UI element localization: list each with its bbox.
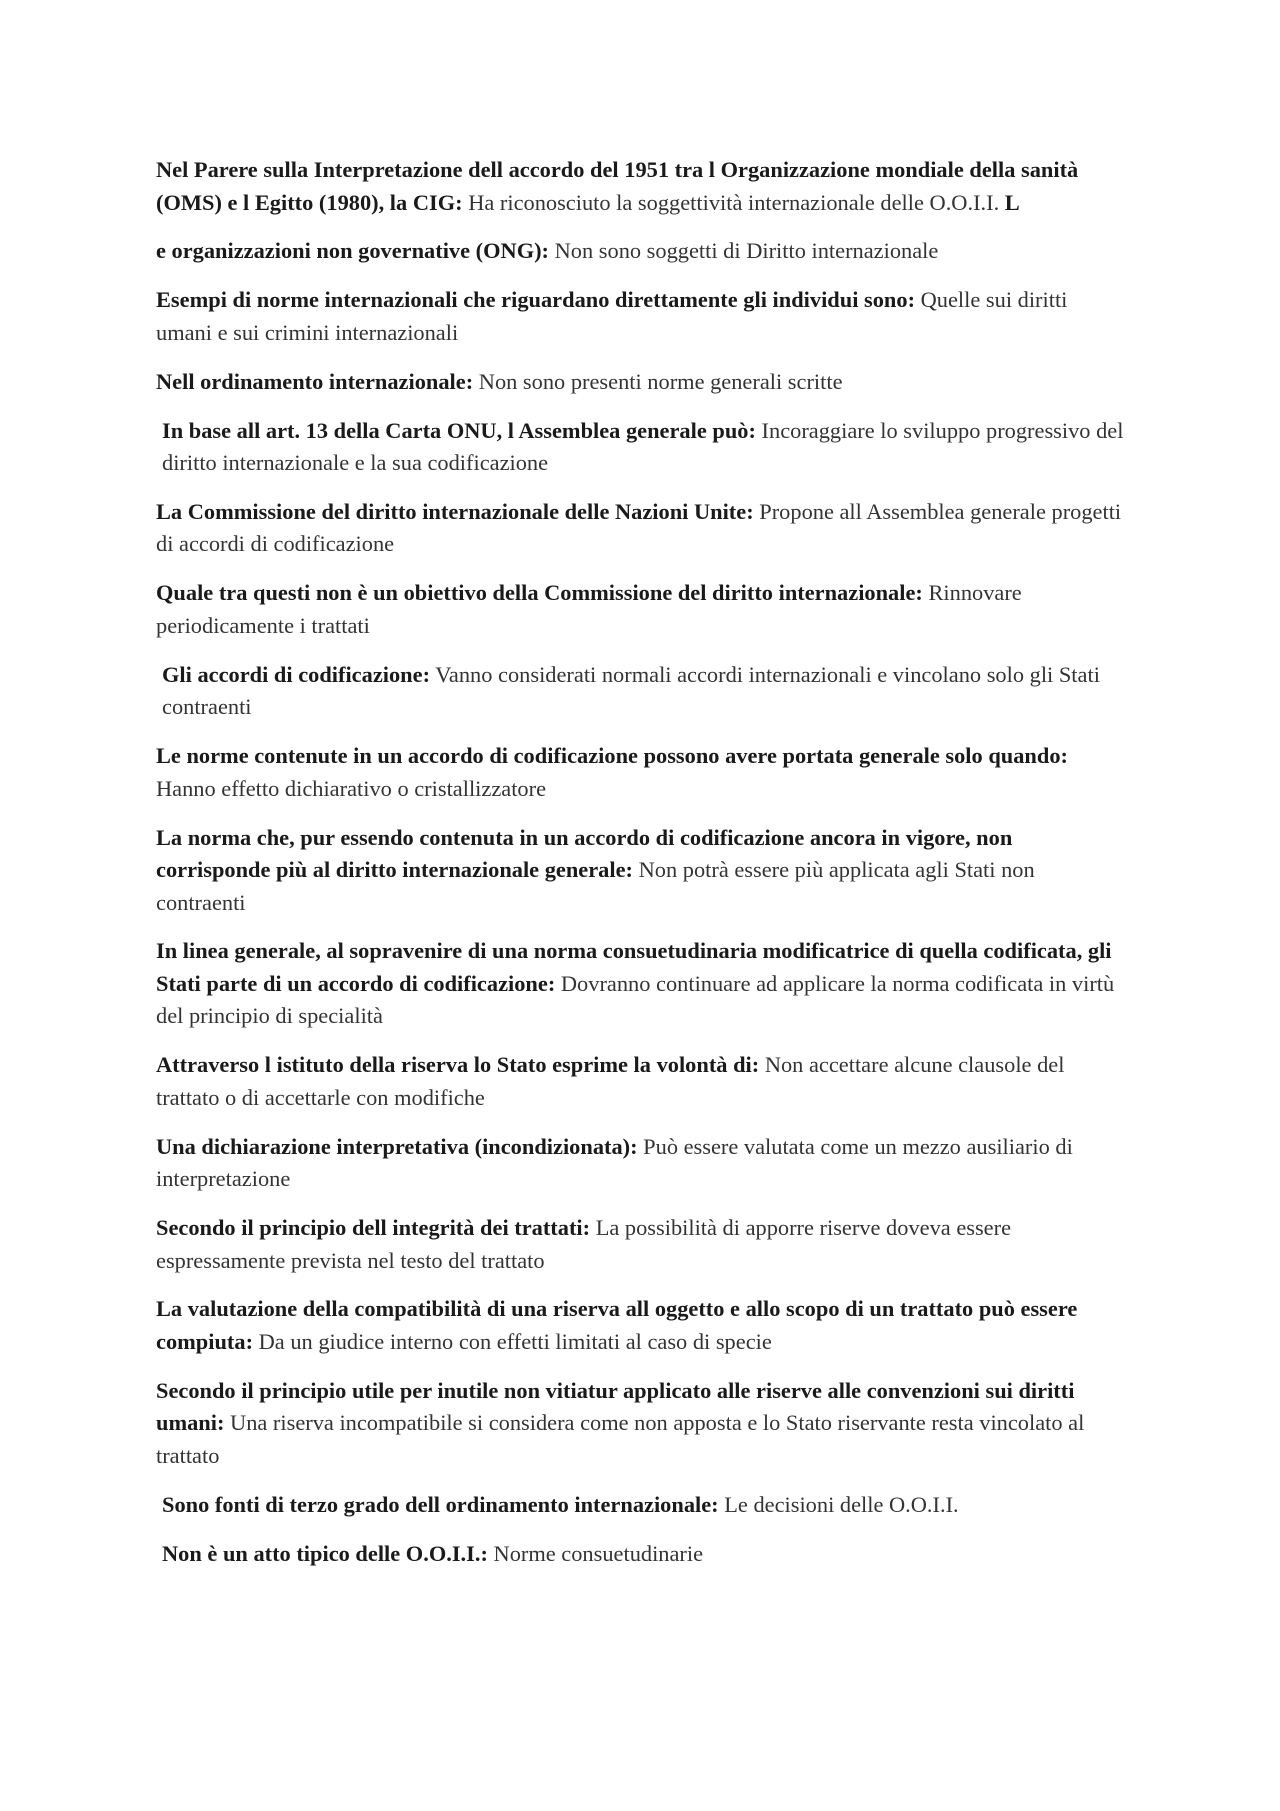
- qa-entry: [156, 740, 1126, 805]
- trailing-bold-text: L: [1004, 189, 1020, 215]
- qa-entry: [156, 1375, 1126, 1473]
- qa-entry: [156, 235, 1126, 268]
- question-text: Sono fonti di terzo grado dell ordinamento internazionale:: [162, 1491, 719, 1517]
- answer-text: Propone all Assemblea generale progetti di accordi di codificazione: [156, 498, 1122, 557]
- answer-text: Non potrà essere più applicata agli Stati non contraenti: [156, 857, 1035, 915]
- answer-text: Incoraggiare lo sviluppo progressivo del diritto internazionale e la sua codificazione: [162, 417, 1124, 476]
- question-text: Gli accordi di codificazione:: [162, 661, 431, 687]
- question-text: La Commissione del diritto internazionale delle Nazioni Unite:: [156, 498, 754, 524]
- question-text: Attraverso l istituto della riserva lo Stato esprime la volontà di:: [156, 1052, 760, 1078]
- question-text: In linea generale, al sopravenire di una norma consuetudinaria modificatrice di quella codificata, gli Stati parte di un accordo di codificazione:: [156, 938, 1112, 996]
- question-text: La valutazione della compatibilità di una riserva all oggetto e allo scopo di un trattato può essere compiuta:: [156, 1296, 1078, 1354]
- answer-text: Dovranno continuare ad applicare la norma codificata in virtù del principio di specialità: [156, 970, 1115, 1029]
- answer-text: Non sono soggetti di Diritto internazionale: [549, 238, 939, 264]
- question-text: Secondo il principio dell integrità dei trattati:: [156, 1215, 591, 1241]
- qa-entry: [156, 496, 1126, 561]
- answer-text: Norme consuetudinarie: [487, 1540, 704, 1566]
- question-text: Secondo il principio utile per inutile non vitiatur applicato alle riserve alle convenzioni sui diritti umani:: [156, 1377, 1075, 1436]
- answer-text: Hanno effetto dichiarativo o cristallizzatore: [156, 775, 547, 801]
- qa-entry: [156, 822, 1126, 920]
- qa-entry: [156, 1049, 1126, 1114]
- answer-text: Vanno considerati normali accordi internazionali e vincolano solo gli Stati contraenti: [162, 661, 1100, 720]
- question-text: Esempi di norme internazionali che riguardano direttamente gli individui sono:: [156, 287, 916, 313]
- question-text: e organizzazioni non governative (ONG):: [156, 238, 550, 264]
- question-text: In base all art. 13 della Carta ONU, l Assemblea generale può:: [162, 417, 756, 443]
- qa-entry: [156, 659, 1126, 724]
- qa-entry: [156, 1293, 1126, 1358]
- qa-entry: [156, 1212, 1126, 1277]
- answer-text: Rinnovare periodicamente i trattati: [156, 580, 1022, 638]
- answer-text: Può essere valutata come un mezzo ausiliario di interpretazione: [156, 1133, 1073, 1192]
- answer-text: Una riserva incompatibile si considera come non apposta e lo Stato riservante resta vincolato al trattato: [156, 1410, 1085, 1468]
- qa-entry: [156, 284, 1126, 349]
- question-text: Nel Parere sulla Interpretazione dell accordo del 1951 tra l Organizzazione mondiale della sanità (OMS) e l Egitto (1980), la CIG:: [156, 157, 1079, 215]
- answer-text: Le decisioni delle O.O.I.I.: [718, 1491, 959, 1517]
- qa-entry: [156, 415, 1126, 480]
- question-text: La norma che, pur essendo contenuta in un accordo di codificazione ancora in vigore, non corrisponde più al diritto internazionale generale:: [156, 824, 1013, 883]
- qa-entry: [156, 577, 1126, 642]
- qa-entry: [156, 1131, 1126, 1196]
- question-text: Una dichiarazione interpretativa (incondizionata):: [156, 1133, 638, 1159]
- question-text: Nell ordinamento internazionale:: [156, 368, 474, 394]
- question-text: Non è un atto tipico delle O.O.I.I.:: [162, 1540, 488, 1566]
- answer-text: La possibilità di apporre riserve doveva essere espressamente prevista nel testo del trattato: [156, 1215, 1012, 1273]
- question-text: Quale tra questi non è un obiettivo della Commissione del diritto internazionale:: [156, 580, 923, 606]
- qa-entry: [156, 935, 1126, 1033]
- question-text: Le norme contenute in un accordo di codificazione possono avere portata generale solo quando:: [156, 743, 1068, 769]
- answer-text: Non sono presenti norme generali scritte: [473, 368, 843, 394]
- answer-text: Quelle sui diritti umani e sui crimini internazionali: [156, 287, 1068, 345]
- qa-entry: [156, 1538, 1126, 1571]
- qa-entry: [156, 366, 1126, 399]
- qa-entry: [156, 154, 1126, 219]
- answer-text: Da un giudice interno con effetti limitati al caso di specie: [253, 1328, 772, 1354]
- document-body: [156, 154, 1126, 1587]
- answer-text: Ha riconosciuto la soggettività internazionale delle O.O.I.I.: [462, 189, 1005, 215]
- answer-text: Non accettare alcune clausole del trattato o di accettarle con modifiche: [156, 1052, 1065, 1110]
- qa-entry: [156, 1489, 1126, 1522]
